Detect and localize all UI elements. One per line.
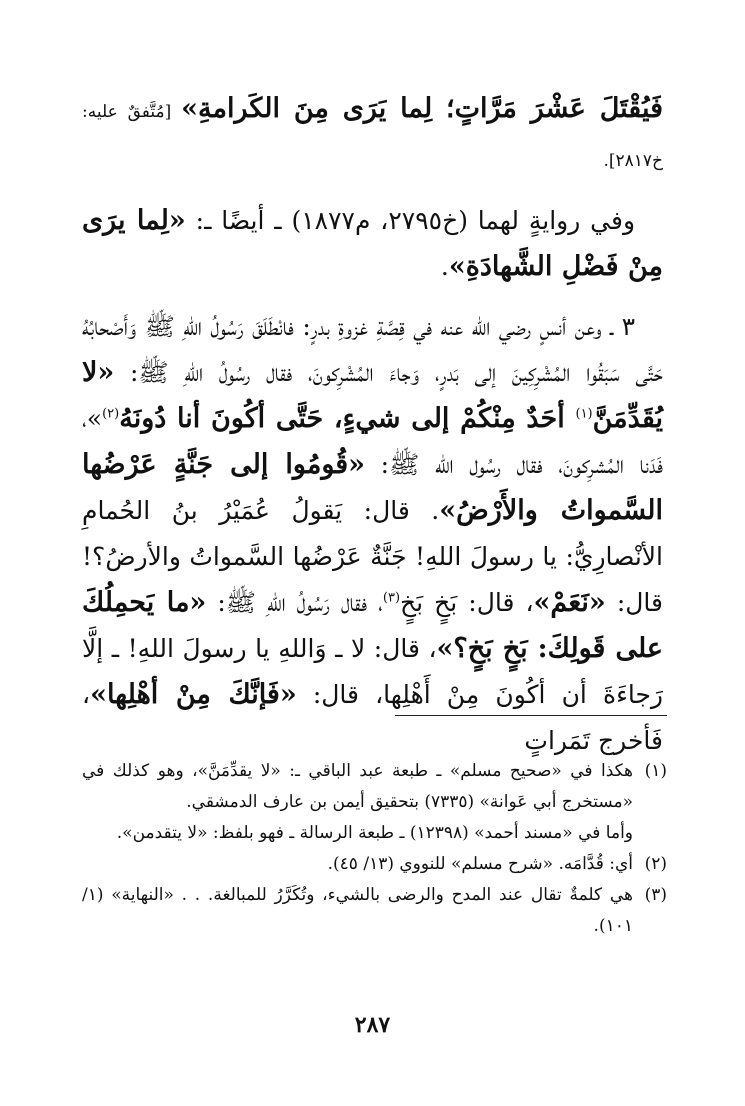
narration-text: ، فَأخرج تَمَراتٍ (82, 680, 663, 755)
footnote-divider (395, 715, 667, 716)
hadith-quote: «لِما يرَى مِنْ فَضْلِ الشَّهادَةِ» (82, 205, 663, 282)
hadith-quote: فَيُقْتَلَ عَشْرَ مَرَّاتٍ؛ لِما يَرَى مِنَ الكَرامةِ» (181, 93, 664, 124)
hadith-quote: «ما يَحمِلُكَ على قَولِكَ: بَخٍ بَخٍ؟» (82, 587, 663, 664)
footnote-2 (82, 849, 667, 880)
footnote-3 (82, 880, 667, 942)
main-text (82, 86, 663, 764)
footnote-marker[interactable]: (٢) (102, 406, 120, 422)
page-number: ٢٨٧ (354, 1012, 391, 1038)
paragraph-2 (82, 198, 663, 290)
hadith-quote: أحَدٌ مِنْكُمْ إلى شيءٍ، حَتَّى أكُونَ أنا دُونَهُ (119, 403, 576, 434)
footnote-text: هي كلمةٌ تقال عند المدح والرضى بالشيء، وتُكَرَّرُ للمبالغة. . . «النهاية» (١/ ١٠١). (82, 885, 633, 936)
narration-text: وفي روايةٍ لهما (خ٢٧٩٥، م١٨٧٧) ـ أيضًا ـ: (185, 206, 636, 235)
paragraph-3 (82, 304, 663, 764)
footnote-marker[interactable]: (٣) (382, 590, 401, 606)
hadith-quote: «نَعَمْ» (533, 587, 606, 618)
footnote-1-continuation: وأما في «مسند أحمد» (١٢٣٩٨) ـ طبعة الرسالة ـ فهو بلفظ: «لا يتقدمن». (116, 823, 633, 843)
footnote-number: (١) (644, 761, 667, 781)
footnote-text: أي: قُدَّامَه. «شرح مسلم» للنووي (١٣/ ٤٥). (327, 854, 633, 874)
narration-text: ٣ ـ وعن أنسٍ رضي الله عنه في قِصَّةِ غزوةِ بدرٍ: فانْطَلَقَ رَسُولُ اللهِ ﷺ وَأَصْحابُهُ حَتَّى سَبَقُوا المُشْرِكِينَ إلى بَدرٍ، وَجاءَ المُشْرِكونَ، فقال رسُولُ اللهِ ﷺ: (82, 312, 663, 387)
footnote-1 (82, 756, 667, 818)
narration-text: ، قال: بَخٍ بَخٍ (400, 588, 534, 617)
punctuation: . (440, 252, 449, 281)
hadith-quote: «لا يُقَدِّمَنَّ (82, 357, 663, 434)
footnote-number: (٣) (644, 885, 667, 905)
footnotes (82, 756, 667, 942)
footnote-text: هكذا في «صحيح مسلم» ـ طبعة عبد الباقي ـ: «لا يقدِّمَنَّ»، وهو كذلك في «مستخرج أبي عَوانة» (٧٣٣٥) بتحقيق أيمن بن عارف الدمشقي. (82, 761, 633, 812)
footnote-number: (٢) (644, 854, 667, 874)
footnote-marker[interactable]: (١) (575, 406, 593, 422)
narration-text: ، قال: لا ـ وَاللهِ يا رسولَ اللهِ! ـ إلَّا رَجاءَةَ أن أكُونَ مِنْ أَهْلِها، قال: (82, 634, 663, 709)
narration-text: ، فقال رَسُولُ اللهِ ﷺ: (206, 588, 383, 617)
hadith-quote: «فَإنَّكَ مِنْ أهْلِها» (90, 679, 297, 710)
paragraph-1 (82, 86, 663, 184)
hadith-quote: «قُومُوا إلى جَنَّةٍ عَرْضُها السَّمواتُ والأَرْضُ» (82, 449, 664, 526)
narration-text: . قال: يَقولُ عُمَيْرُ بنُ الحُمامِ الأنْصارِيُّ: يا رسولَ اللهِ! جَنَّةٌ عَرْضُها السَّمواتُ والأرضُ؟! قال: (82, 496, 663, 617)
narration-text: »، فَدَنا المُشرِكونَ، فقال رسُول الله ﷺ: (82, 404, 663, 479)
takhrij-reference: [مُتَّفقٌ عليه: خ٢٨١٧]. (82, 102, 663, 171)
